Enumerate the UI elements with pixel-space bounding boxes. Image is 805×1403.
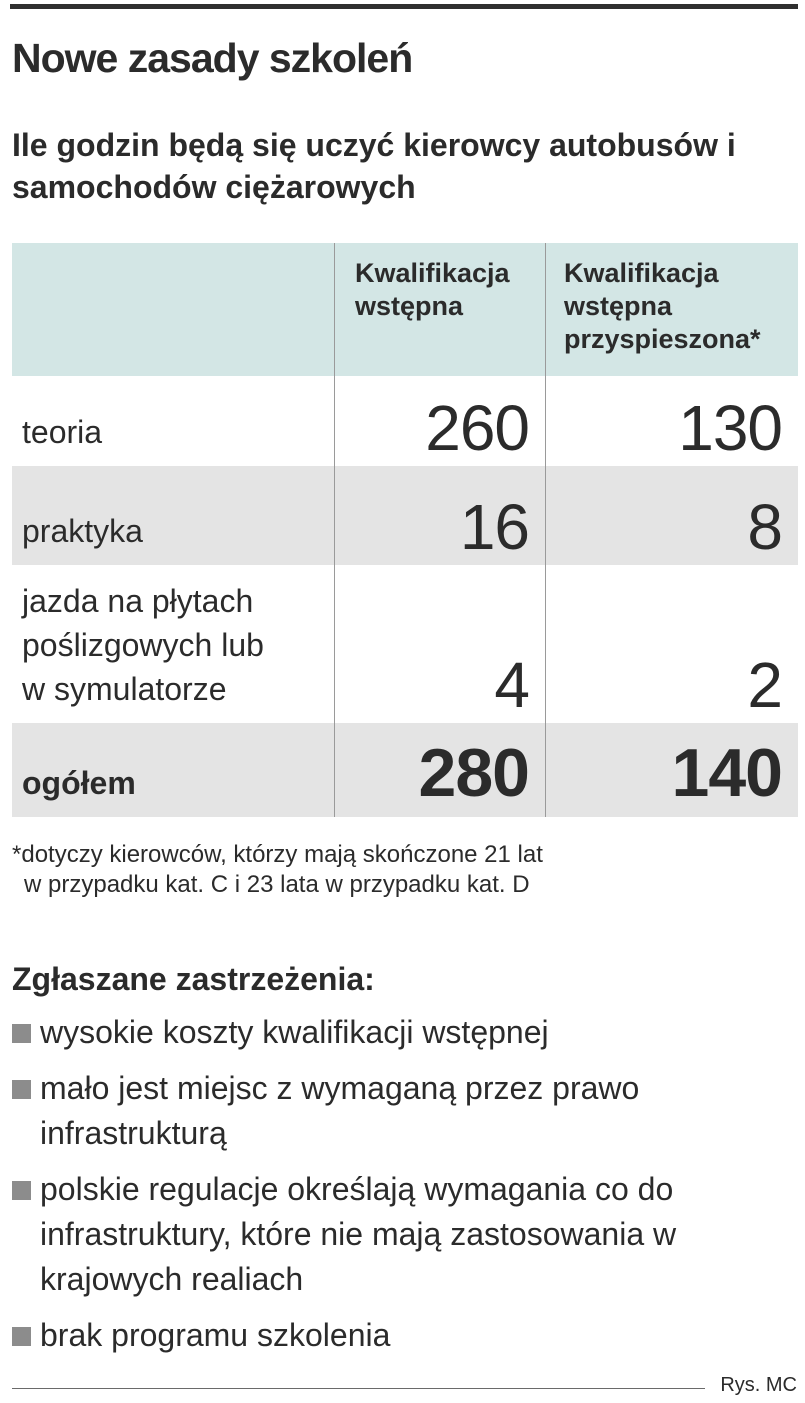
- footnote-line: *dotyczy kierowców, którzy mają skończone 21 lat: [12, 841, 543, 868]
- list-item-text: mało jest miejsc z wymaganą przez prawo infrastrukturą: [40, 1070, 640, 1151]
- list-item-text: wysokie koszty kwalifikacji wstępnej: [40, 1014, 549, 1050]
- header-col-b-line: wstępna: [564, 291, 673, 321]
- header-col-a-text: [355, 257, 510, 323]
- list-item: [12, 1010, 802, 1055]
- chart-title: Nowe zasady szkoleń: [12, 35, 413, 81]
- value-praktyka-a: 16: [459, 491, 529, 563]
- value-skid-a: 4: [494, 649, 529, 721]
- objections-title: Zgłaszane zastrzeżenia:: [12, 961, 375, 997]
- row-label: teoria: [22, 414, 103, 450]
- row-label-cell: [12, 723, 334, 817]
- top-rule: [10, 4, 798, 9]
- list-item-text: polskie regulacje określają wymagania co do infrastruktury, które nie mają zastosowania w krajowych realiach: [40, 1171, 677, 1297]
- value-cell-b: [545, 723, 798, 817]
- value-skid-b: 2: [747, 649, 782, 721]
- value-cell-b: [545, 466, 798, 565]
- training-hours-table: [12, 243, 798, 817]
- list-item: [12, 1066, 802, 1156]
- row-label-line: w symulatorze: [22, 671, 227, 707]
- list-item: [12, 1167, 802, 1302]
- value-cell-a: [334, 466, 545, 565]
- footnote: [12, 840, 543, 900]
- row-label-cell: [12, 466, 334, 565]
- value-cell-b: [545, 565, 798, 723]
- square-bullet-icon: [12, 1327, 31, 1346]
- chart-subtitle: Ile godzin będą się uczyć kierowcy autobusów i samochodów ciężarowych: [12, 127, 736, 205]
- footnote-line: w przypadku kat. C i 23 lata w przypadku kat. D: [24, 871, 530, 898]
- value-total-b: 140: [671, 735, 782, 811]
- credit: Rys. MC: [720, 1374, 797, 1396]
- header-col-b-line: Kwalifikacja: [564, 258, 719, 288]
- header-col-a-line: Kwalifikacja: [355, 258, 510, 288]
- value-teoria-a: 260: [425, 392, 529, 464]
- row-label-line: poślizgowych lub: [22, 627, 264, 663]
- list-item-text: brak programu szkolenia: [40, 1317, 391, 1353]
- row-label-line: jazda na płytach: [22, 583, 254, 619]
- list-item: [12, 1313, 802, 1358]
- header-col-b-line: przyspieszona*: [564, 324, 761, 354]
- header-col-a: [334, 243, 545, 376]
- header-col-b-text: [564, 257, 761, 356]
- value-cell-a: [334, 723, 545, 817]
- header-col-b: [545, 243, 798, 376]
- value-cell-a: [334, 565, 545, 723]
- header-col-a-line: wstępna: [355, 291, 464, 321]
- objections-list: [12, 1010, 802, 1369]
- square-bullet-icon: [12, 1024, 31, 1043]
- table-row-total: [12, 723, 798, 817]
- row-label-cell: [12, 376, 334, 466]
- square-bullet-icon: [12, 1080, 31, 1099]
- bottom-rule: [12, 1388, 705, 1389]
- table-header-row: [12, 243, 798, 376]
- value-total-a: 280: [418, 735, 529, 811]
- value-praktyka-b: 8: [747, 491, 782, 563]
- header-empty-cell: [12, 243, 334, 376]
- row-label-multiline: [22, 579, 264, 711]
- table-row-teoria: [12, 376, 798, 466]
- table-row-praktyka: [12, 466, 798, 565]
- value-cell-a: [334, 376, 545, 466]
- value-cell-b: [545, 376, 798, 466]
- row-label: ogółem: [22, 765, 136, 801]
- row-label: praktyka: [22, 513, 143, 549]
- value-teoria-b: 130: [678, 392, 782, 464]
- table-row-skid: [12, 565, 798, 723]
- row-label-cell: [12, 565, 334, 723]
- square-bullet-icon: [12, 1181, 31, 1200]
